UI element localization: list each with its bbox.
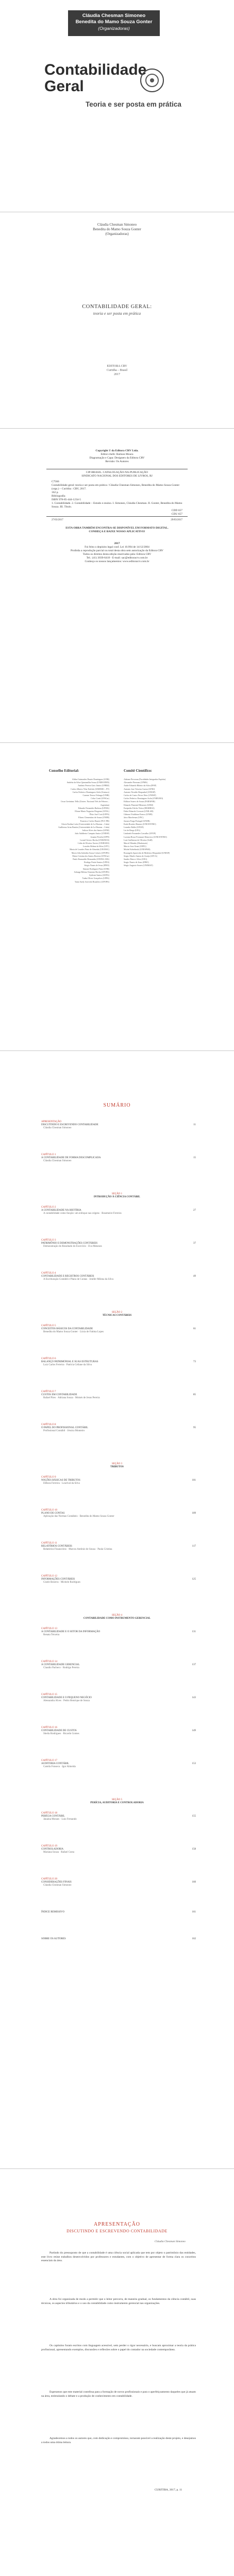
presentation-paragraph: Os capítulos foram escritos com linguagem acessível, sem perder o rigor necessário, e buscam aproximar a teoria da prática profissional, apresentando exemplos, discussões e reflexões sobre o papel do contador na sociedade contemporânea. — [41, 2344, 196, 2351]
toc-entry[interactable] — [41, 1911, 196, 1914]
editorial-member: Guillermo Arias Beatón (Universidade de La Havana – Cuba) — [58, 826, 109, 829]
cataloging-record — [52, 480, 182, 516]
toc-chapter-title: AUDITORIA CONTÁBIL 153 — [41, 1762, 196, 1765]
toc-chapter-label: CAPÍTULO 18 — [41, 1812, 57, 1815]
toc-page-number: 161 — [192, 1911, 196, 1913]
scientific-member: Rosangela Aparecida de Medeiros Hespanhol (UNESP) — [124, 851, 170, 854]
toc-chapter-title: CONSIDERAÇÕES FINAIS 160 — [41, 1881, 196, 1884]
toc-chapter-label: CAPÍTULO 13 — [41, 1628, 57, 1630]
toc-entry[interactable] — [41, 1628, 196, 1637]
copyright-footer — [52, 542, 182, 564]
scientific-committee-list — [124, 778, 181, 868]
toc-page-number: 95 — [193, 1427, 196, 1429]
toc-chapter-label: CAPÍTULO 1 — [41, 1154, 56, 1156]
scientific-member: Fabio Eduardo Cressoni (UNILAB) — [124, 810, 154, 813]
toc-entry[interactable] — [41, 1476, 196, 1485]
toc-section — [0, 1463, 234, 1469]
toc-chapter-authors: Profissional Contábil · Jéssica Monteiro — [43, 1430, 85, 1432]
toc-entry[interactable] — [41, 1542, 196, 1551]
footer-line: Tel.: (41) 3039-6418 - E-mail: sac@editoracrv.com.br — [86, 556, 148, 560]
toc-entry[interactable] — [41, 1391, 196, 1400]
toc-chapter-label: CAPÍTULO 12 — [41, 1575, 57, 1578]
toc-chapter-title: O PAPEL DO PROFISSIONAL CONTÁBIL 95 — [41, 1427, 196, 1429]
footer-line: Proibida a reprodução parcial ou total desta obra sem autorização da Editora CRV — [70, 549, 164, 552]
toc-chapter-authors: Cláudia Chesman Simoneo — [43, 1884, 72, 1887]
editorial-member: Tania Suely Azevedo Brasileiro (UFOPA) — [74, 880, 109, 883]
toc-chapter-authors: Claudio Pacheco · Rodrigo Pereira — [43, 1667, 79, 1669]
toc-page-number: 101 — [192, 1479, 196, 1482]
table-of-contents-page — [0, 1051, 234, 2169]
scientific-member: Adriane Piovezan (Faculdades Integradas Espírita) — [124, 778, 166, 781]
editorial-board-list — [52, 778, 109, 884]
toc-chapter-title: SOBRE OS AUTORES 162 — [41, 1938, 196, 1940]
toc-chapter-authors: A Escrituração Contábil e Plano de Contas · Jenifer Milena da Silva — [43, 1278, 113, 1281]
toc-chapter-label: CAPÍTULO 3 — [41, 1239, 56, 1242]
publisher-city: Curitiba – Brasil — [107, 369, 127, 372]
scientific-member: Antonio Jose Teixeira Guerra (UFRJ) — [124, 787, 155, 790]
toc-section-name: INTRODUÇÃO À CIÊNCIA CONTÁBIL — [93, 1196, 141, 1198]
editorial-member: Simone Rodrigues Pinto (UNB) — [82, 867, 109, 870]
toc-chapter-title: CONTABILIDADE DE CUSTOS 149 — [41, 1730, 196, 1732]
scientific-member: Marcel Mendes (Mackenzie) — [124, 842, 148, 845]
editorial-member: Élsio José Corá (UFFS) — [89, 813, 109, 816]
toc-chapter-title: PLANO DE CONTAS 109 — [41, 1512, 196, 1515]
toc-chapter-authors: Aplicação das Normas Contábeis · Benedita do Mamo Souza Gonter — [43, 1515, 114, 1518]
title-page-title: CONTABILIDADE GERAL: — [82, 304, 152, 310]
editorial-member: Carlos Alberto Vilar Estêvão (UMINHO – PT) — [71, 787, 109, 790]
scientific-member: Euripedes Falcão Vieira (IHGRRGS) — [124, 806, 155, 809]
scientific-member: Luciana Rosar Fornazari Klanovicz (UNICENTRO) — [124, 835, 167, 838]
scientific-member: Lindonêz Fernandes Carvalho (UFOP) — [124, 832, 156, 835]
copyright-line: Editor-chefe: Railson Moura — [101, 453, 133, 456]
scientific-member: Michel Kobelinski (UNESPAR) — [124, 848, 151, 851]
catalog-cdd: CDD 657 — [171, 509, 182, 512]
editorial-member: Carlos Federico Dominguez Avila (Unieuro) — [72, 790, 109, 793]
toc-entry[interactable] — [41, 1239, 196, 1248]
toc-page-number: 73 — [193, 1361, 196, 1363]
scientific-member: Jussara Fraga Portugal (UNEB) — [124, 819, 150, 822]
toc-entry[interactable] — [41, 1423, 196, 1433]
catalog-isbn: ISBN 978-85-444-1234-5 — [52, 498, 81, 501]
notice-line-2: CONHEÇA E BAIXE NOSSO APLICATIVO! — [89, 530, 145, 533]
title-page-author-2: Benedita do Mamo Souza Gonter — [93, 227, 141, 231]
toc-chapter-label: CAPÍTULO 14 — [41, 1660, 57, 1663]
editorial-member: Solange Helena Ximenes-Rocha (UFOPA) — [74, 870, 109, 873]
copyright-line: Copyright © da Editora CRV Ltda. — [95, 449, 139, 452]
scientific-member: Lei de Bergo (UEL) — [124, 829, 141, 832]
presentation-signature: CURITIBA, 2017, p. 11 — [155, 2488, 182, 2492]
presentation-paragraph: Esperamos que este material contribua para a formação de novos profissionais e para o aperfeiçoamento daqueles que já atuam na área, estimulando o debate e a produção de conhecimento em contabilidade. — [41, 2391, 196, 2398]
toc-chapter-title: CONTROLADORIA 158 — [41, 1848, 196, 1851]
toc-chapter-authors: Cláudia Chesman Simoneo — [43, 1160, 72, 1162]
editorial-member: Francisco Carlos Duarte (PUC-PR) — [80, 819, 109, 822]
toc-page-number: 27 — [193, 1209, 196, 1212]
presentation-paragraph: Partindo do pressuposto de que a contabilidade é uma ciência social aplicada que tem por objeto o patrimônio das entidades, este livro reúne trabalhos desenvolvidos por professores e estudantes, com o objetivo de apresentar de forma clara os conceitos essenciais da área. — [41, 2251, 196, 2262]
footer-line: Foi feito o depósito legal conf. Lei 10.994 de 14/12/2004 — [85, 546, 149, 549]
editorial-member: Lourdes Helena da Silva (UFV) — [82, 845, 109, 848]
toc-chapter-title: A CONTABILIDADE DE FORMA DESCOMPLICADA 15 — [41, 1157, 196, 1159]
scientific-member: Alexandre Pierezan (UFMS) — [124, 781, 147, 784]
toc-page-number: 49 — [193, 1275, 196, 1278]
publisher-name: EDITORA CRV — [107, 365, 127, 368]
toc-section — [0, 1193, 234, 1199]
toc-chapter-title: A CONTABILIDADE GERENCIAL 137 — [41, 1664, 196, 1666]
toc-page-number: 160 — [192, 1881, 196, 1884]
toc-page-number: 85 — [193, 1394, 196, 1396]
editorial-member: Eduardo Fernandes Barbosa (UFMG) — [78, 806, 109, 809]
presentation-page — [0, 2169, 234, 2576]
toc-section — [0, 1614, 234, 1620]
digital-notice — [52, 527, 182, 534]
toc-chapter-label: CAPÍTULO 16 — [41, 1726, 57, 1729]
toc-chapter-title: ÍNDICE REMISSIVO 161 — [41, 1911, 196, 1913]
toc-section-number: SEÇÃO 4 — [111, 1614, 123, 1617]
toc-section-name: TÉCNICAS CONTÁBEIS — [102, 1314, 132, 1317]
editorial-member: Cesar Gerónimo Tello (Univer. Nacional Três de Febrero – Argentina) — [60, 800, 109, 806]
cover-author-1: Cláudia Chesman Simoneo — [82, 13, 146, 19]
toc-chapter-label: CAPÍTULO 17 — [41, 1759, 57, 1762]
toc-entry[interactable] — [41, 1509, 196, 1518]
toc-page-number: 109 — [192, 1512, 196, 1515]
toc-page-number: 11 — [193, 1124, 196, 1126]
cover-organizers: (Organizadoras) — [98, 26, 130, 31]
editorial-member: Josania Portela (UFPI) — [90, 835, 109, 838]
title-page — [0, 212, 234, 429]
editorial-member: Aldira Guimarães Duarte Domínguez (UNB) — [72, 778, 109, 781]
toc-chapter-title: RELATÓRIOS CONTÁBEIS 117 — [41, 1545, 196, 1548]
editorial-member: Leonel Severo Rocha (UNISINOS) — [80, 838, 109, 841]
cover-author-2: Benedita do Mamo Souza Gonter — [75, 19, 153, 25]
editorial-member: Elione Maria Nogueira Diogenes (UFAL) — [75, 810, 109, 813]
cip-line: CIP-BRASIL. CATALOGAÇÃO-NA-PUBLICAÇÃO — [86, 471, 148, 474]
toc-chapter-title: BALANÇO PATRIMONIAL E SUAS ESTRUTURAS 73 — [41, 1361, 196, 1363]
toc-section-name: CONTABILIDADE COMO INSTRUMENTO GERENCIAL — [83, 1617, 151, 1620]
toc-entry[interactable] — [41, 1812, 196, 1821]
toc-chapter-authors: Relatórios Financeiros · Marcos Antônio de Souza · Paula Cristina — [43, 1548, 112, 1551]
toc-page-number: 61 — [193, 1328, 196, 1330]
toc-page-number: 117 — [192, 1545, 196, 1548]
editorial-member: Sydione Santos (UEPG) — [89, 874, 109, 877]
toc-section — [0, 1311, 234, 1317]
scientific-member: Andre Eduardo Ribeiro da Silva (IFSP) — [124, 784, 157, 787]
scientific-member: Jairo Marchesan (UNC) — [124, 816, 144, 819]
presentation-author: Cláudia Chesman Simoneo — [155, 2240, 186, 2243]
toc-chapter-title: DISCUTINDO E ESCREVENDO CONTABILIDADE 11 — [41, 1124, 196, 1126]
toc-section-name: TRIBUTOS — [110, 1466, 124, 1468]
cip-heading — [52, 471, 182, 478]
presentation-title: APRESENTAÇÃO — [93, 2222, 141, 2227]
editorial-member: Lídia de Oliveira Xavier (UNIEURO) — [78, 842, 109, 845]
toc-chapter-authors: Camila Fonseca · Igor Almeida — [43, 1766, 76, 1768]
editorial-member: João Adalberto Campato Junior (UNESP) — [75, 832, 109, 835]
toc-chapter-authors: Luiz Carlos Ferreira · Patrícia Celiane da Silva — [43, 1364, 92, 1366]
toc-page-number: 37 — [193, 1242, 196, 1245]
editorial-member: Maria Lília Imbiriba Sousa Colares (UFOPA) — [71, 851, 109, 854]
scientific-member: Eduardo Pimentel Menezes (UERJ) — [124, 803, 154, 806]
copyright-line: Revisão: Os Autores — [105, 460, 129, 463]
toc-chapter-label: CAPÍTULO 4 — [41, 1272, 56, 1275]
cover-subtitle: Teoria e ser posta em prática — [86, 100, 181, 108]
toc-entry[interactable] — [41, 1358, 196, 1367]
toc-chapter-title: CONTABILIDADE E O PEQUENO NEGÓCIO 143 — [41, 1697, 196, 1699]
toc-chapter-title: A CONTABILIDADE E O SETOR DA INFORMAÇÃO 131 — [41, 1631, 196, 1633]
title-page-authors — [0, 223, 234, 236]
scientific-member: Carlos Federico Dominguez Avila (UNIEURO) — [124, 797, 163, 800]
toc-entry[interactable] — [41, 1325, 196, 1334]
toc-chapter-authors: A contabilidade como função: um enfoque nas origens · Rosemeire Ferreira — [43, 1212, 122, 1215]
notice-line-1: ESTA OBRA TAMBÉM ENCONTRA-SE DISPONÍVEL EM FORMATO DIGITAL. — [65, 527, 169, 530]
toc-entry[interactable] — [41, 1206, 196, 1215]
scientific-member: Antonio Nivaldo Hespanhol (UNESP) — [124, 790, 156, 793]
toc-chapter-title: A CONTABILIDADE NA HISTÓRIA 27 — [41, 1209, 196, 1212]
catalog-biblio: Bibliografia — [52, 495, 65, 498]
toc-chapter-authors: Gisele Bezerra · Michele Rodrigues — [43, 1581, 80, 1584]
toc-page-number: 15 — [193, 1157, 196, 1159]
presentation-paragraph: A obra foi organizada de modo a permitir que o leitor percorra, de maneira gradual, os fundamentos da ciência contábil, suas técnicas, os aspectos tributários e o uso da contabilidade como instrumento gerencial nas organizações. — [41, 2298, 196, 2305]
editorial-member: Maria Cristina dos Santos Bezerra (UFSCar) — [72, 854, 109, 857]
scientific-member: Sandro Dutra e Silva (UEG) — [124, 858, 147, 861]
presentation-paragraph: Agradecemos a todos os autores que, com dedicação e compromisso, tornaram possível a realização deste projeto, e desejamos a todos uma ótima leitura. — [41, 2437, 196, 2444]
toc-entry[interactable] — [41, 1878, 196, 1887]
cip-line-2: SINDICATO NACIONAL DOS EDITORES DE LIVROS, RJ — [81, 474, 153, 478]
toc-entry[interactable] — [41, 1154, 196, 1163]
toc-chapter-authors: Renata Teixeira — [43, 1634, 60, 1636]
publisher-logo-icon — [140, 69, 164, 92]
toc-section-number: SEÇÃO 2 — [111, 1311, 123, 1314]
editorial-member: Antônio Pereira Gaio Júnior (UFRRJ) — [78, 784, 109, 787]
toc-chapter-label: CAPÍTULO 7 — [41, 1391, 56, 1393]
footer-line: Conheça os nossos lançamentos: www.editoracrv.com.br — [85, 560, 149, 563]
copyright-page — [0, 429, 234, 743]
cover-page — [0, 0, 234, 211]
toc-chapter-title: INFORMAÇÕES CONTÁBEIS 125 — [41, 1578, 196, 1581]
toc-section-number: SEÇÃO 3 — [111, 1463, 123, 1465]
toc-chapter-label: CAPÍTULO 9 — [41, 1476, 56, 1479]
editorial-member: Elizeu Clementino de Souza (UNEB) — [78, 816, 109, 819]
title-page-publisher — [0, 364, 234, 377]
toc-entry[interactable] — [41, 1121, 196, 1130]
toc-chapter-authors: Rafael Pires · Adriana Souza · Moisés de Jesus Pereira — [43, 1397, 100, 1399]
toc-entry[interactable] — [41, 1845, 196, 1854]
toc-entry[interactable] — [41, 1759, 196, 1769]
editorial-member: Gloria Fariñas León (Universidade de La Havana – Cuba) — [61, 822, 109, 825]
scientific-member: Sergio Murilo Santos de Araújo (UFCG) — [124, 854, 158, 857]
toc-chapter-authors: Cláudia Chesman Simoneo — [43, 1127, 72, 1129]
toc-entry[interactable] — [41, 1938, 196, 1941]
title-page-organizers: (Organizadoras) — [105, 232, 129, 236]
toc-chapter-label: CAPÍTULO 10 — [41, 1509, 57, 1512]
toc-chapter-label: CAPÍTULO 6 — [41, 1358, 56, 1360]
boards-page — [0, 743, 234, 1051]
editorial-board-title: Conselho Editorial: — [49, 769, 79, 773]
scientific-member: Karla Rosário Brumes (UNICENTRO) — [124, 822, 156, 825]
editorial-member: Celso Conti (UFSCar) — [91, 797, 109, 800]
toc-chapter-title: PATRIMÔNIO E DEMONSTRAÇÕES CONTÁBEIS 37 — [41, 1242, 196, 1245]
toc-entry[interactable] — [41, 1693, 196, 1703]
toc-section-name: PERÍCIA, AUDITORIA E CONTROLADORIA — [90, 1802, 144, 1804]
toc-title: SUMÁRIO — [103, 1103, 131, 1108]
scientific-member: Carlos de Castro Neves Neto (UNESP) — [124, 794, 156, 797]
toc-page-number: 153 — [192, 1762, 196, 1765]
toc-chapter-authors: Demonstração do Resultado do Exercício · Eva Meneses — [43, 1245, 102, 1248]
toc-page-number: 137 — [192, 1664, 196, 1666]
catalog-subjects: 1. Contabilidade. 2. Contabilidade – Estudo e ensino. I. Simoneo, Cláudia Chesman. II. Gonter, Benedita do Mamo Souza. III. Título. — [52, 502, 182, 509]
toc-chapter-label: CAPÍTULO 8 — [41, 1423, 56, 1426]
editorial-member: Rodrigo Pratte-Santos (UFES) — [84, 861, 109, 864]
editorial-member: Jailson Alves dos Santos (UFRJ) — [82, 829, 109, 832]
scientific-member: Leandro Baller (UFGD) — [124, 826, 144, 829]
catalog-pages: 162 p. — [52, 491, 59, 494]
toc-chapter-authors: Débora Ferreira · Lourival da Silva — [43, 1482, 80, 1485]
presentation-subtitle: DISCUTINDO E ESCREVENDO CONTABILIDADE — [66, 2229, 168, 2233]
toc-entry[interactable] — [41, 1575, 196, 1584]
toc-chapter-label: CAPÍTULO 2 — [41, 1206, 56, 1209]
scientific-member: Sergio Nunes de Jesus (IFRO) — [124, 861, 149, 864]
toc-section-number: SEÇÃO 5 — [111, 1799, 123, 1801]
toc-page-number: 155 — [192, 1815, 196, 1818]
copyright-header — [52, 449, 182, 464]
scientific-member: Luiz Guilherme de Oliveira (UnB) — [124, 838, 153, 841]
title-page-subtitle: teoria e ser posta em prática — [93, 311, 141, 316]
catalog-date-1: 27/03/2017 — [52, 519, 63, 521]
scientific-member: Edilson Soares de Souza (FABAPAR) — [124, 800, 155, 803]
cover-authors-box — [68, 10, 160, 36]
toc-chapter-authors: Mariana Souza · Rafael Costa — [43, 1851, 74, 1854]
copyright-line: Diagramação e Capa: Designers da Editora CRV — [89, 456, 145, 460]
catalog-dates — [52, 518, 182, 522]
editorial-member: Tadeu Oliver Gonçalves (UFPA) — [82, 877, 109, 880]
toc-page-number: 162 — [192, 1938, 196, 1940]
toc-entry[interactable] — [41, 1726, 196, 1736]
toc-entry[interactable] — [41, 1660, 196, 1670]
catalog-cdu: CDU 657 — [171, 513, 182, 516]
toc-chapter-title: PERÍCIA CONTÁBIL 155 — [41, 1815, 196, 1818]
toc-page-number: 125 — [192, 1578, 196, 1581]
toc-page-number: 158 — [192, 1848, 196, 1851]
catalog-date-2: 29/03/2017 — [171, 519, 182, 521]
editorial-member: Carmen Tereza Velanga (UNIR) — [82, 794, 109, 797]
toc-section-number: SEÇÃO 1 — [111, 1193, 123, 1195]
catalog-entry: Contabilidade geral: teoria e ser posta em prática / Cláudia Chesman Simoneo, Benedita do Mamo Souza Gonter (orgs.) – Curitiba : CRV, 2017. — [52, 484, 180, 490]
toc-chapter-authors: Alessandra Alves · Pedro Henrique de Souza — [43, 1700, 90, 1702]
toc-chapter-label: CAPÍTULO 20 — [41, 1878, 57, 1880]
toc-chapter-label: CAPÍTULO 5 — [41, 1325, 56, 1327]
publisher-year: 2017 — [114, 373, 120, 376]
toc-section — [0, 1799, 234, 1805]
toc-chapter-title: CONCEITOS BÁSICOS DA CONTABILIDADE 61 — [41, 1328, 196, 1330]
toc-chapter-title: CONTABILIDADE E REGISTROS CONTÁBEIS 49 — [41, 1275, 196, 1278]
catalog-code: C7566 — [52, 480, 59, 483]
footer-line: Todos os direitos desta edição reservados pela: Editora CRV — [82, 553, 152, 556]
scientific-member: Gilmara Yoshihara Franco (UNIR) — [124, 813, 153, 816]
scientific-committee-title: Comitê Científico: — [124, 769, 153, 773]
toc-entry[interactable] — [41, 1272, 196, 1281]
toc-chapter-authors: Benedita do Mamo Souza Gonter · Lúcia de Fatima Lopes — [43, 1331, 104, 1333]
toc-chapter-label: CAPÍTULO 11 — [41, 1542, 57, 1545]
editorial-member: Paulo Romualdo Hernandes (UNIFAL-MG) — [73, 858, 109, 861]
footer-year: 2017 — [114, 542, 120, 545]
editorial-member: Andréia da Silva Quintanilha Sousa (UNIR/UFRN) — [66, 781, 109, 784]
toc-page-number: 149 — [192, 1730, 196, 1732]
editorial-member: Maria de Lourdes Pinto de Almeida (UNOESC) — [70, 848, 109, 851]
toc-chapter-title: CUSTOS EM CONTABILIDADE 85 — [41, 1394, 196, 1396]
title-page-author-1: Cláudia Chesman Simoneo — [97, 223, 137, 227]
toc-chapter-title: NOÇÕES BÁSICAS DE TRIBUTOS 101 — [41, 1479, 196, 1482]
scientific-member: Marcio Jose Ornat (UEPG) — [124, 845, 146, 848]
toc-page-number: 143 — [192, 1697, 196, 1699]
toc-chapter-label: APRESENTAÇÃO — [41, 1121, 62, 1123]
editorial-member: Sérgio Nunes de Jesus (IFRO) — [84, 864, 109, 867]
toc-chapter-label: CAPÍTULO 19 — [41, 1845, 57, 1848]
toc-page-number: 131 — [192, 1631, 196, 1633]
rule — [46, 516, 188, 517]
toc-chapter-authors: Janaína Moraes · Luiz Fernando — [43, 1818, 77, 1821]
toc-chapter-authors: Sheila Rodrigues · Ricardo Gomes — [43, 1733, 79, 1735]
cover-title: Contabilidade Geral — [44, 61, 147, 95]
scientific-member: Sérgio Augusto Soares (UNEMAT) — [124, 864, 153, 867]
toc-chapter-label: CAPÍTULO 15 — [41, 1693, 57, 1696]
